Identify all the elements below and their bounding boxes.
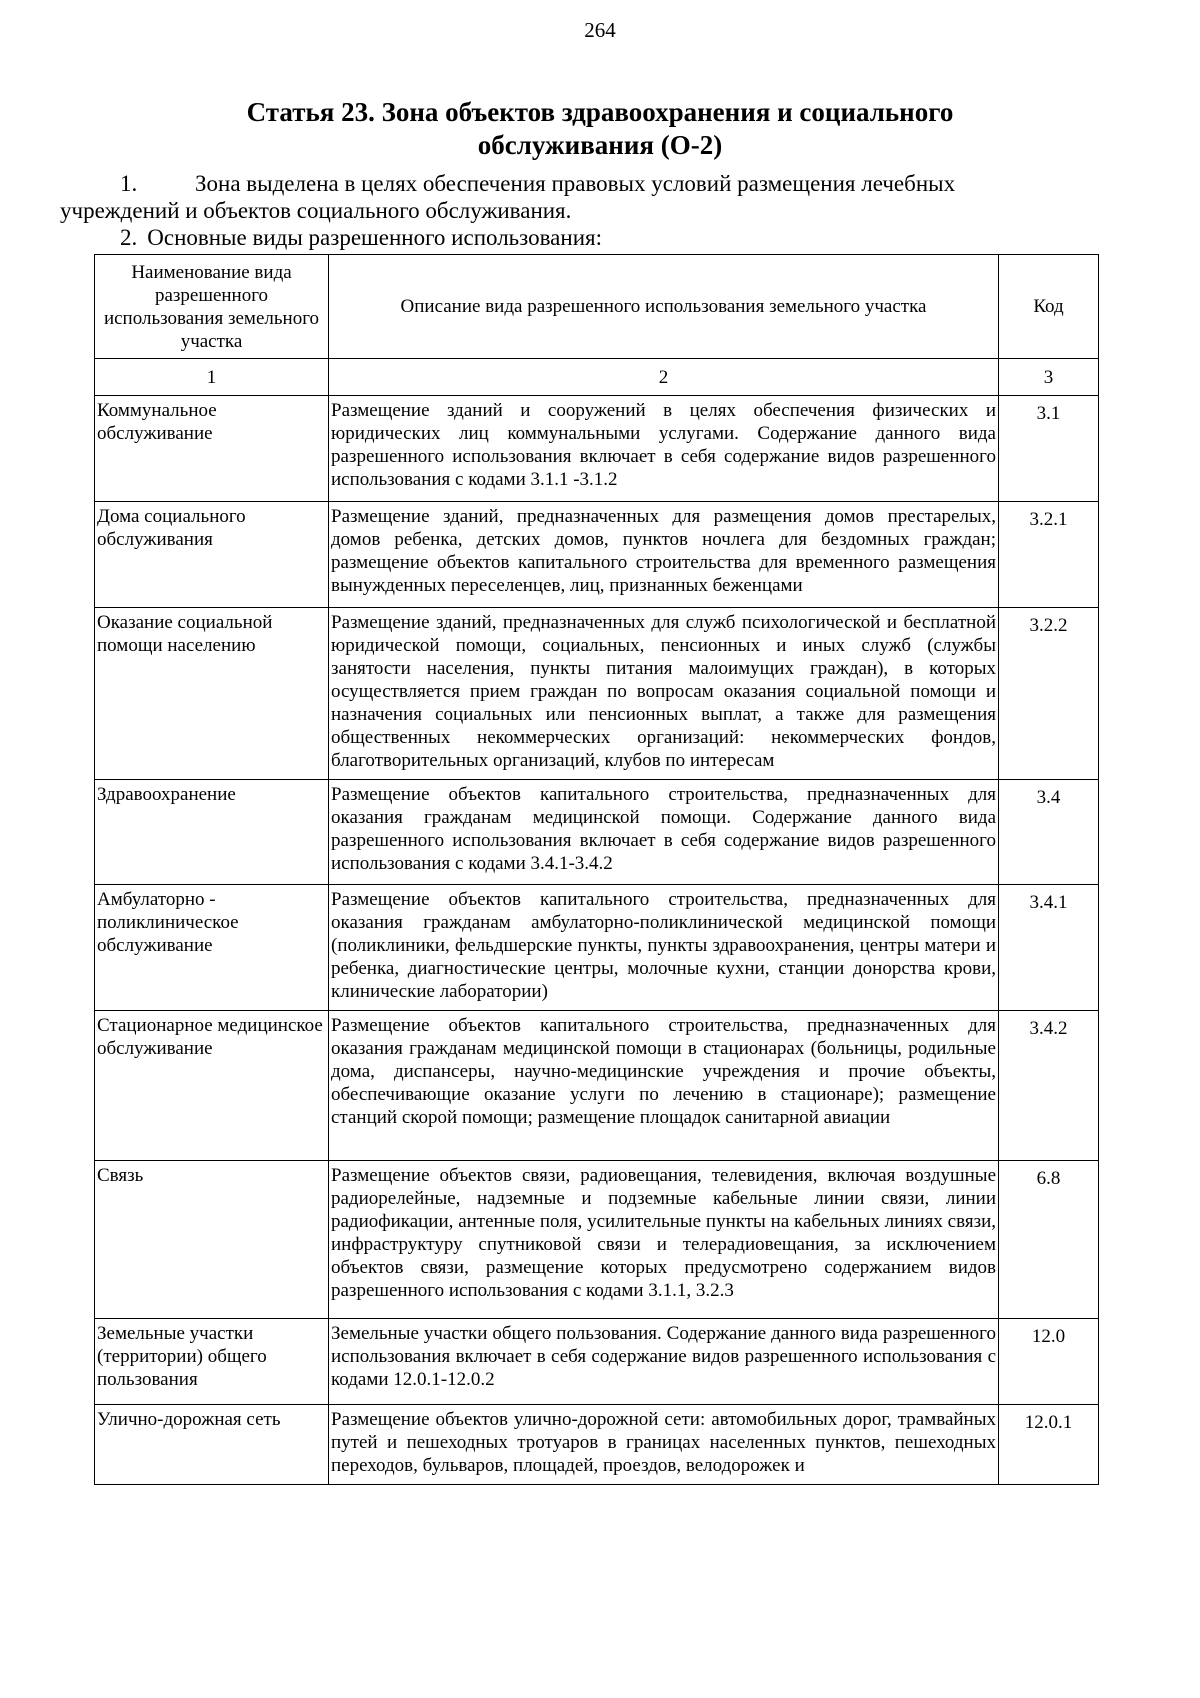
use-description: Земельные участки общего пользования. Содержание данного вида разрешенного использования включает в себя содержание видов разрешенного использования с кодами 12.0.1-12.0.2 [329,1319,999,1405]
article-title-line1: Статья 23. Зона объектов здравоохранения и социального [246,97,954,127]
table-row [95,1319,1099,1405]
table-header-row [95,255,1099,359]
table-row [95,396,1099,502]
use-description: Размещение объектов связи, радиовещания, телевидения, включая воздушные радиорелейные, надземные и подземные кабельные линии связи, линии радиофикации, антенные поля, усилительные пункты на кабельных линиях связи, инфраструктуру спутниковой связи и телерадиовещания, за исключением объектов связи, размещение которых предусмотрено содержанием видов разрешенного использования с кодами 3.1.1, 3.2.3 [329,1161,999,1319]
use-name: Связь [95,1161,329,1319]
use-description: Размещение объектов капитального строительства, предназначенных для оказания гражданам амбулаторно-поликлинической медицинской помощи (поликлиники, фельдшерские пункты, пункты здравоохранения, центры матери и ребенка, диагностические центры, молочные кухни, станции донорства крови, клинические лаборатории) [329,885,999,1011]
use-name: Оказание социальной помощи населению [95,608,329,780]
permitted-use-table [94,254,1099,1485]
use-code: 3.1 [999,396,1099,502]
use-code: 3.4.1 [999,885,1099,1011]
table-row [95,1161,1099,1319]
use-code: 3.2.2 [999,608,1099,780]
table-row [95,1011,1099,1161]
use-code: 3.4 [999,780,1099,885]
use-description: Размещение зданий, предназначенных для служб психологической и бесплатной юридической помощи, социальных, пенсионных и иных служб (службы занятости населения, пункты питания малоимущих граждан), в которых осуществляется прием граждан по вопросам оказания социальной помощи и назначения социальных или пенсионных выплат, а также для размещения общественных некоммерческих организаций: некоммерческих фондов, благотворительных организаций, клубов по интересам [329,608,999,780]
use-name: Земельные участки (территории) общего пользования [95,1319,329,1405]
column-number-2: 2 [329,359,999,396]
column-number-3: 3 [999,359,1099,396]
paragraph-2-text: Основные виды разрешенного использования: [147,225,602,250]
use-code: 12.0 [999,1319,1099,1405]
header-code: Код [999,255,1099,359]
paragraph-1-number: 1. [120,171,138,196]
use-name: Стационарное медицинское обслуживание [95,1011,329,1161]
article-title [160,96,1040,162]
use-description: Размещение объектов капитального строительства, предназначенных для оказания гражданам медицинской помощи. Содержание данного вида разрешенного использования включает в себя содержание видов разрешенного использования с кодами 3.4.1-3.4.2 [329,780,999,885]
table-row [95,780,1099,885]
page-number: 264 [584,18,616,42]
use-code: 12.0.1 [999,1405,1099,1485]
use-description: Размещение объектов улично-дорожной сети: автомобильных дорог, трамвайных путей и пешеходных тротуаров в границах населенных пунктов, пешеходных переходов, бульваров, площадей, проездов, велодорожек и [329,1405,999,1485]
paragraph-1 [60,170,1140,224]
header-description: Описание вида разрешенного использования земельного участка [329,255,999,359]
header-name: Наименование вида разрешенного использования земельного участка [95,255,329,359]
use-description: Размещение зданий и сооружений в целях обеспечения физических и юридических лиц коммунальными услугами. Содержание данного вида разрешенного использования включает в себя содержание видов разрешенного использования с кодами 3.1.1 -3.1.2 [329,396,999,502]
use-description: Размещение объектов капитального строительства, предназначенных для оказания гражданам медицинской помощи в стационарах (больницы, родильные дома, диспансеры, научно-медицинские учреждения и прочие объекты, обеспечивающие оказание услуги по лечению в стационаре); размещение станций скорой помощи; размещение площадок санитарной авиации [329,1011,999,1161]
use-code: 6.8 [999,1161,1099,1319]
table-row [95,608,1099,780]
column-number-1: 1 [95,359,329,396]
paragraph-2 [60,224,1140,251]
paragraph-1-text-line2: учреждений и объектов социального обслуживания. [60,198,572,223]
column-number-row [95,359,1099,396]
paragraph-2-number: 2. [120,225,138,250]
table-row [95,1405,1099,1485]
use-code: 3.4.2 [999,1011,1099,1161]
use-name: Улично-дорожная сеть [95,1405,329,1485]
use-name: Здравоохранение [95,780,329,885]
use-name: Коммунальное обслуживание [95,396,329,502]
use-code: 3.2.1 [999,502,1099,608]
use-name: Дома социального обслуживания [95,502,329,608]
table-row [95,885,1099,1011]
article-title-line2: обслуживания (О-2) [477,130,723,160]
use-name: Амбулаторно - поликлиническое обслуживание [95,885,329,1011]
table-row [95,502,1099,608]
use-description: Размещение зданий, предназначенных для размещения домов престарелых, домов ребенка, детских домов, пунктов ночлега для бездомных граждан; размещение объектов капитального строительства для временного размещения вынужденных переселенцев, лиц, признанных беженцами [329,502,999,608]
paragraph-1-text-line1: Зона выделена в целях обеспечения правовых условий размещения лечебных [195,171,956,196]
